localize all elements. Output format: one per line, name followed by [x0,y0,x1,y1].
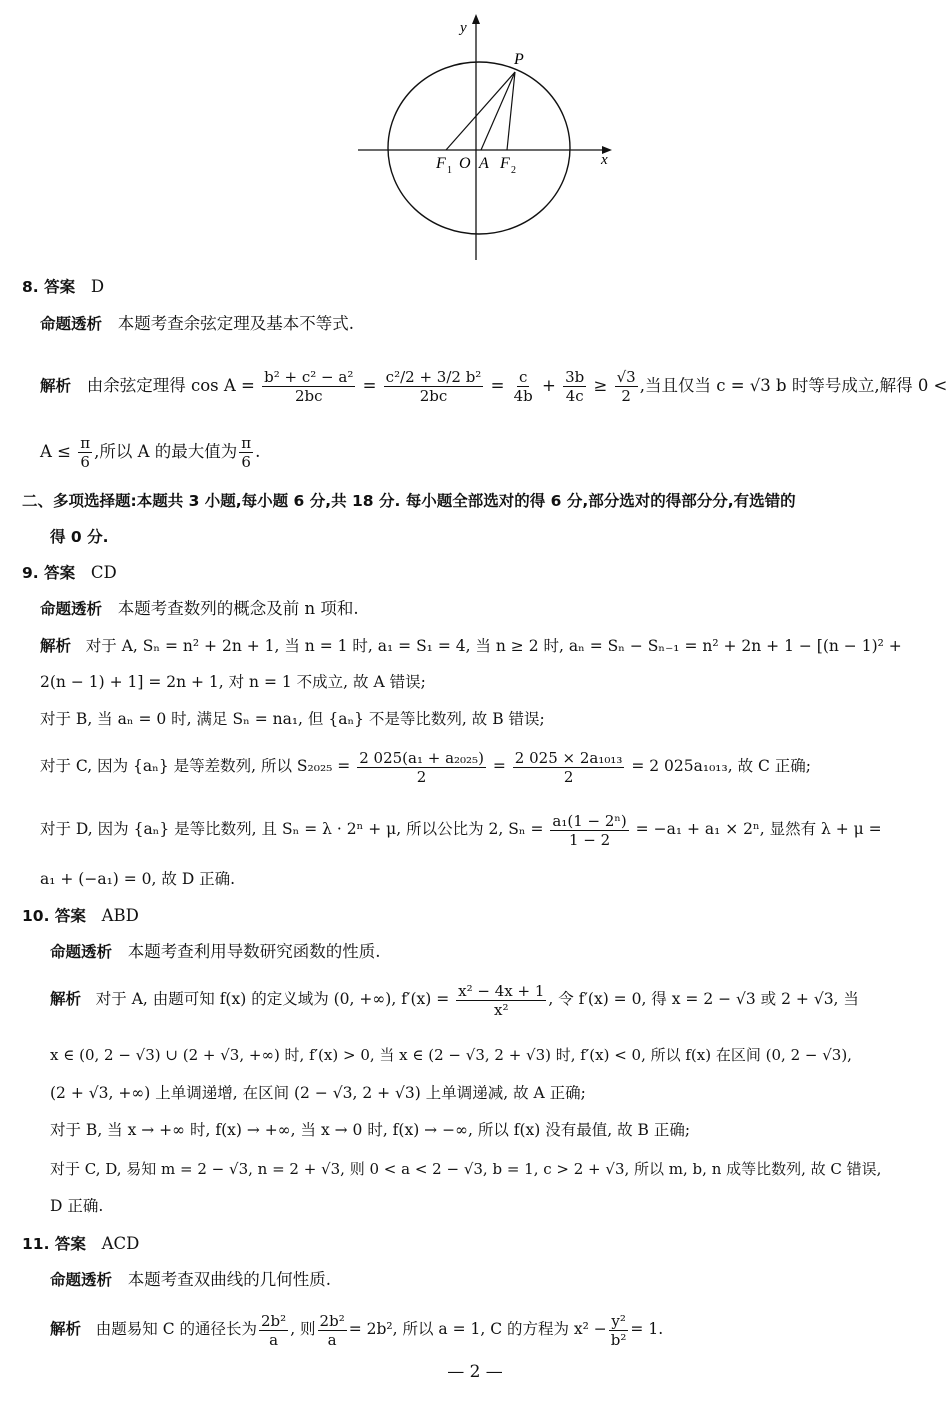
q9-line-1 [40,635,902,657]
q11-frac-1: $\frac{\text{2b²}}{a}$ [261,1311,287,1349]
q8-text-2a: A ≤ [40,442,71,461]
q11-text-1a: 由题易知 C 的通径长为 [95,1320,258,1338]
q9-line-3: 对于 B, 当 aₙ = 0 时, 满足 Sₙ = na₁, 但 {aₙ} 不是等比数列, 故 B 错误; [40,710,545,728]
q11-frac-3: $\frac{\text{y²}}{\text{b²}}$ [610,1311,627,1349]
label-f2: F [500,155,510,172]
segment-pa [481,72,515,150]
q10-line-4: 对于 B, 当 x → +∞ 时, f(x) → +∞, 当 x → 0 时, f(x) → −∞, 所以 f(x) 没有最值, 故 B 正确; [50,1121,691,1139]
q11-text-1c: = 2b², 所以 a = 1, C 的方程为 x² − [348,1320,607,1338]
q9-head: 9. 答案 [22,564,76,582]
q8-eq-1: = [362,376,377,395]
q8-tag-text: 本题考查余弦定理及基本不等式. [117,314,355,333]
q8-tag: 命题透析 [40,315,103,333]
q10-analysis-label: 解析 [50,990,82,1008]
label-a: A [479,155,489,172]
q9-analysis-label: 解析 [40,637,72,655]
q10-text-1b: , 令 f′(x) = 0, 得 x = 2 − √3 或 2 + √3, 当 [548,990,859,1008]
q11-head: 11. 答案 [22,1235,86,1253]
q9-line-4 [40,743,811,789]
q11-tag: 命题透析 [50,1271,113,1289]
q8-plus: + [542,376,556,395]
q10-tag: 命题透析 [50,943,113,961]
q11-text-1d: = 1. [630,1320,664,1338]
q9-text-5a: 对于 D, 因为 {aₙ} 是等比数列, 且 Sₙ = λ · 2ⁿ + μ, 所以公比为 2, Sₙ = [40,820,544,838]
q10-line-3: (2 + √3, +∞) 上单调递增, 在区间 (2 − √3, 2 + √3) 上单调递减, 故 A 正确; [50,1084,586,1102]
q8-frac-4: $\frac{3b}{4c}$ [565,368,585,405]
q9-text-5b: = −a₁ + a₁ × 2ⁿ, 显然有 λ + μ = [635,820,882,838]
q8-frac-2: $\frac{\text{c²/2 + 3/2 b²}}{2bc}$ [385,368,482,405]
q9-tag-line [40,598,359,620]
q11-tag-text: 本题考查双曲线的几何性质. [127,1270,332,1289]
q11-tag-line [50,1269,331,1291]
q8-frac-7: $\frac{\pi}{6}$ [241,434,252,471]
q8-text-1a: 由余弦定理得 cos A = [86,376,255,395]
segment-pf1 [446,72,515,150]
q10-frac-1: $\frac{\text{x² − 4x + 1}}{\text{x²}}$ [458,981,545,1019]
q9-text-4a: 对于 C, 因为 {aₙ} 是等差数列, 所以 S₂₀₂₅ = [40,757,351,775]
q9-tag: 命题透析 [40,600,103,618]
label-y: y [460,20,467,36]
q8-frac-1: $\frac{\text{b² + c² − a²}}{2bc}$ [264,368,354,405]
section2-title: 二、多项选择题:本题共 3 小题,每小题 6 分,共 18 分. 每小题全部选对的得 6 分,部分选对的得部分分,有选错的 [22,492,796,510]
q10-answer-line [22,905,139,927]
q8-text-2c: . [255,442,261,461]
q8-text-1b: ,当且仅当 c = √3 b 时等号成立,解得 0 < [639,376,948,395]
q10-line-5: 对于 C, D, 易知 m = 2 − √3, n = 2 + √3, 则 0 < a < 2 − √3, b = 1, c > 2 + √3, 所以 m, b, n 成等比数列, 故 C 错误, [50,1160,882,1178]
q8-eq-2: = [490,376,505,395]
q11-text-1b: , 则 [290,1320,316,1338]
q10-line-6: D 正确. [50,1197,104,1215]
q9-frac-1: $\frac{\text{2 025(a₁ + a₂₀₂₅)}}{2}$ [359,748,484,786]
ellipse-figure [350,8,630,268]
y-axis-arrow [472,14,480,24]
q8-frac-3: $\frac{c}{4b}$ [513,368,533,405]
q10-line-2: x ∈ (0, 2 − √3) ∪ (2 + √3, +∞) 时, f′(x) > 0, 当 x ∈ (2 − √3, 2 + √3) 时, f′(x) < 0, 所以 f(x) 在区间 (0, 2 − √3), [50,1046,852,1064]
q9-line-2: 2(n − 1) + 1] = 2n + 1, 对 n = 1 不成立, 故 A 错误; [40,673,426,691]
q10-line-1 [50,976,859,1022]
q9-line-5 [40,806,882,852]
q8-analysis-line1 [40,356,947,416]
q9-text-4b: = 2 025a₁₀₁₃, 故 C 正确; [631,757,812,775]
q9-answer-line [22,562,117,584]
q9-frac-3: $\frac{\text{a₁(1 − 2ⁿ)}}{1 - 2}$ [552,811,627,849]
q8-frac-5: $\frac{√3}{2}$ [616,368,636,405]
page-number: — 2 — [447,1362,503,1382]
q8-answer: D [90,277,105,296]
ellipse [388,62,570,234]
q8-answer-line [22,276,104,298]
q8-analysis-line2 [40,430,260,474]
label-x: x [601,152,608,168]
q10-text-1a: 对于 A, 由题可知 f(x) 的定义域为 (0, +∞), f′(x) = [95,990,450,1008]
q8-analysis-label: 解析 [40,377,72,395]
label-o: O [459,155,471,172]
q8-frac-6: $\frac{\pi}{6}$ [80,434,91,471]
q9-answer: CD [90,563,117,582]
q9-frac-2: $\frac{\text{2 025 × 2a₁₀₁₃}}{2}$ [514,748,623,786]
segment-pf2 [507,72,515,150]
q10-head: 10. 答案 [22,907,86,925]
label-f1-sub: 1 [447,165,452,176]
q9-line-6: a₁ + (−a₁) = 0, 故 D 正确. [40,870,236,888]
q8-tag-line [40,313,354,335]
q11-line-1 [50,1306,663,1352]
q8-geq: ≥ [593,376,608,395]
q9-eq: = [492,757,506,775]
section2-title-2: 得 0 分. [50,528,109,546]
q10-tag-line [50,941,381,963]
label-f2-sub: 2 [511,165,516,176]
label-p: P [514,51,524,68]
q11-analysis-label: 解析 [50,1320,82,1338]
q9-tag-text: 本题考查数列的概念及前 n 项和. [117,599,359,618]
q11-frac-2: $\frac{\text{2b²}}{a}$ [319,1311,345,1349]
q10-tag-text: 本题考查利用导数研究函数的性质. [127,942,381,961]
q11-answer: ACD [101,1234,140,1253]
q9-text-1: 对于 A, Sₙ = n² + 2n + 1, 当 n = 1 时, a₁ = S₁ = 4, 当 n ≥ 2 时, aₙ = Sₙ − Sₙ₋₁ = n² + 2n + 1 − [(n − 1)² + [85,637,902,655]
q10-answer: ABD [101,906,139,925]
label-f1: F [436,155,446,172]
q8-text-2b: ,所以 A 的最大值为 [94,442,238,461]
q11-answer-line [22,1233,139,1255]
q8-head: 8. 答案 [22,278,76,296]
